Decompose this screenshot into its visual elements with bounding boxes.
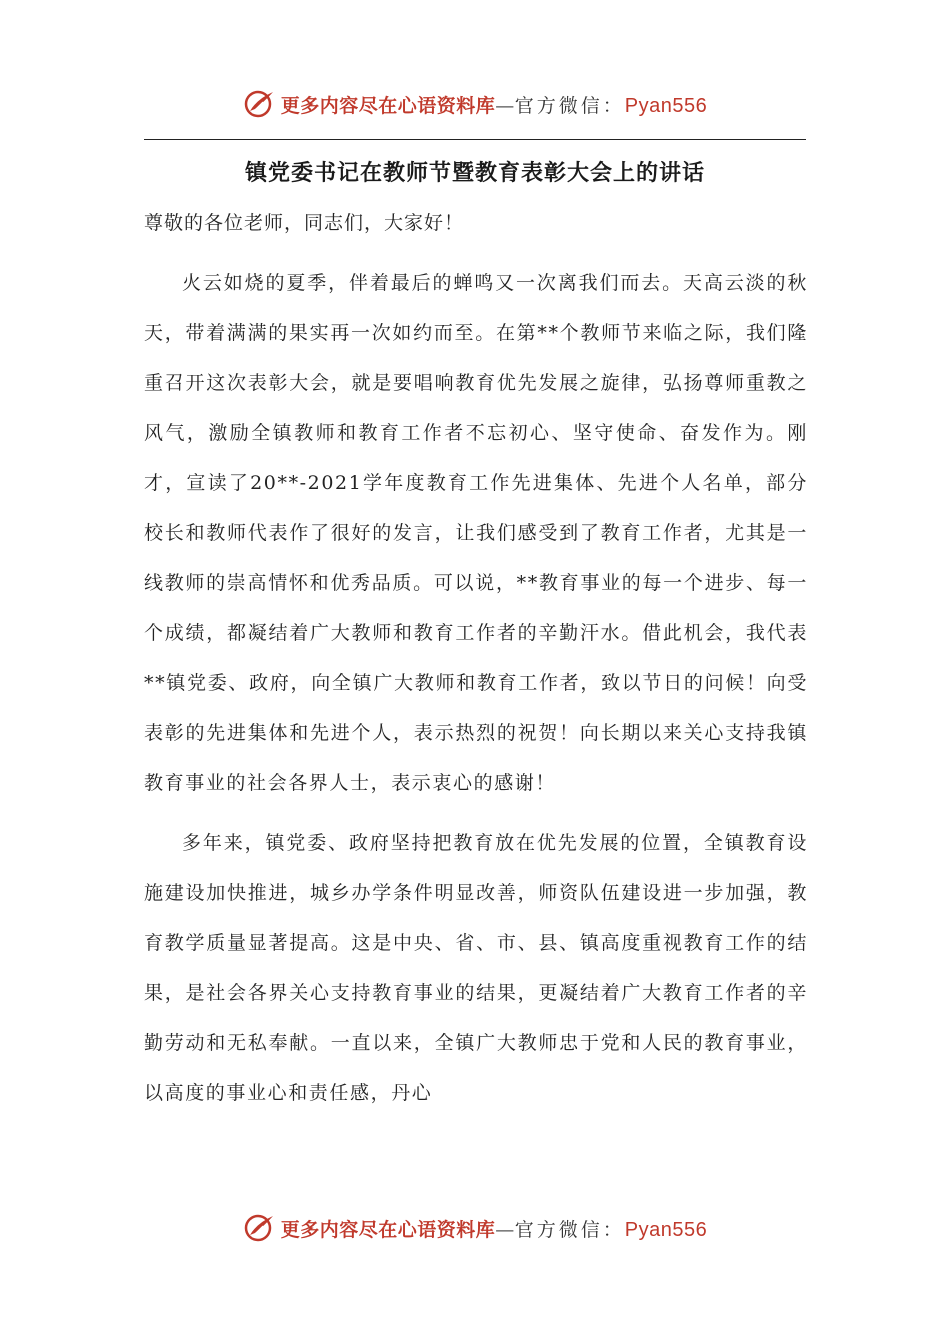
- header-divider: [144, 139, 806, 140]
- banner-label: 更多内容尽在心语资料库: [280, 1218, 496, 1241]
- banner-official: 官方微信：: [514, 1218, 625, 1241]
- header-banner-text: [281, 91, 708, 118]
- footer-banner-text: [281, 1215, 708, 1242]
- banner-official: 官方微信：: [514, 94, 625, 117]
- footer-banner: [0, 1208, 950, 1248]
- banner-wechat-id: Pyan556: [624, 1218, 708, 1241]
- banner-label: 更多内容尽在心语资料库: [280, 94, 496, 117]
- document-title: 镇党委书记在教师节暨教育表彰大会上的讲话: [244, 160, 705, 186]
- banner-dash: —: [495, 94, 515, 117]
- document-body: [144, 184, 808, 1118]
- paragraph-2: 多年来，镇党委、政府坚持把教育放在优先发展的位置，全镇教育设施建设加快推进，城乡办学条件明显改善，师资队伍建设进一步加强，教育教学质量显著提高。这是中央、省、市、县、镇高度重视教育工作的结果，是社会各界关心支持教育事业的结果，更凝结着广大教育工作者的辛勤劳动和无私奉献。一直以来，全镇广大教师忠于党和人民的教育事业，以高度的事业心和责任感，丹心: [144, 832, 808, 1104]
- banner-wechat-id: Pyan556: [624, 94, 708, 117]
- quill-logo-icon: [243, 87, 277, 121]
- banner-dash: —: [495, 1218, 515, 1241]
- paragraph-1: 火云如烧的夏季，伴着最后的蝉鸣又一次离我们而去。天高云淡的秋天，带着满满的果实再一次如约而至。在第**个教师节来临之际，我们隆重召开这次表彰大会，就是要唱响教育优先发展之旋律，弘扬尊师重教之风气，激励全镇教师和教育工作者不忘初心、坚守使命、奋发作为。刚才，宣读了20**-2021学年度教育工作先进集体、先进个人名单，部分校长和教师代表作了很好的发言，让我们感受到了教育工作者，尤其是一线教师的崇高情怀和优秀品质。可以说，**教育事业的每一个进步、每一个成绩，都凝结着广大教师和教育工作者的辛勤汗水。借此机会，我代表**镇党委、政府，向全镇广大教师和教育工作者，致以节日的问候！向受表彰的先进集体和先进个人，表示热烈的祝贺！向长期以来关心支持我镇教育事业的社会各界人士，表示衷心的感谢！: [144, 272, 808, 794]
- quill-logo-icon: [243, 1211, 277, 1245]
- header-banner: [0, 84, 950, 124]
- greeting: 尊敬的各位老师，同志们，大家好！: [144, 212, 465, 234]
